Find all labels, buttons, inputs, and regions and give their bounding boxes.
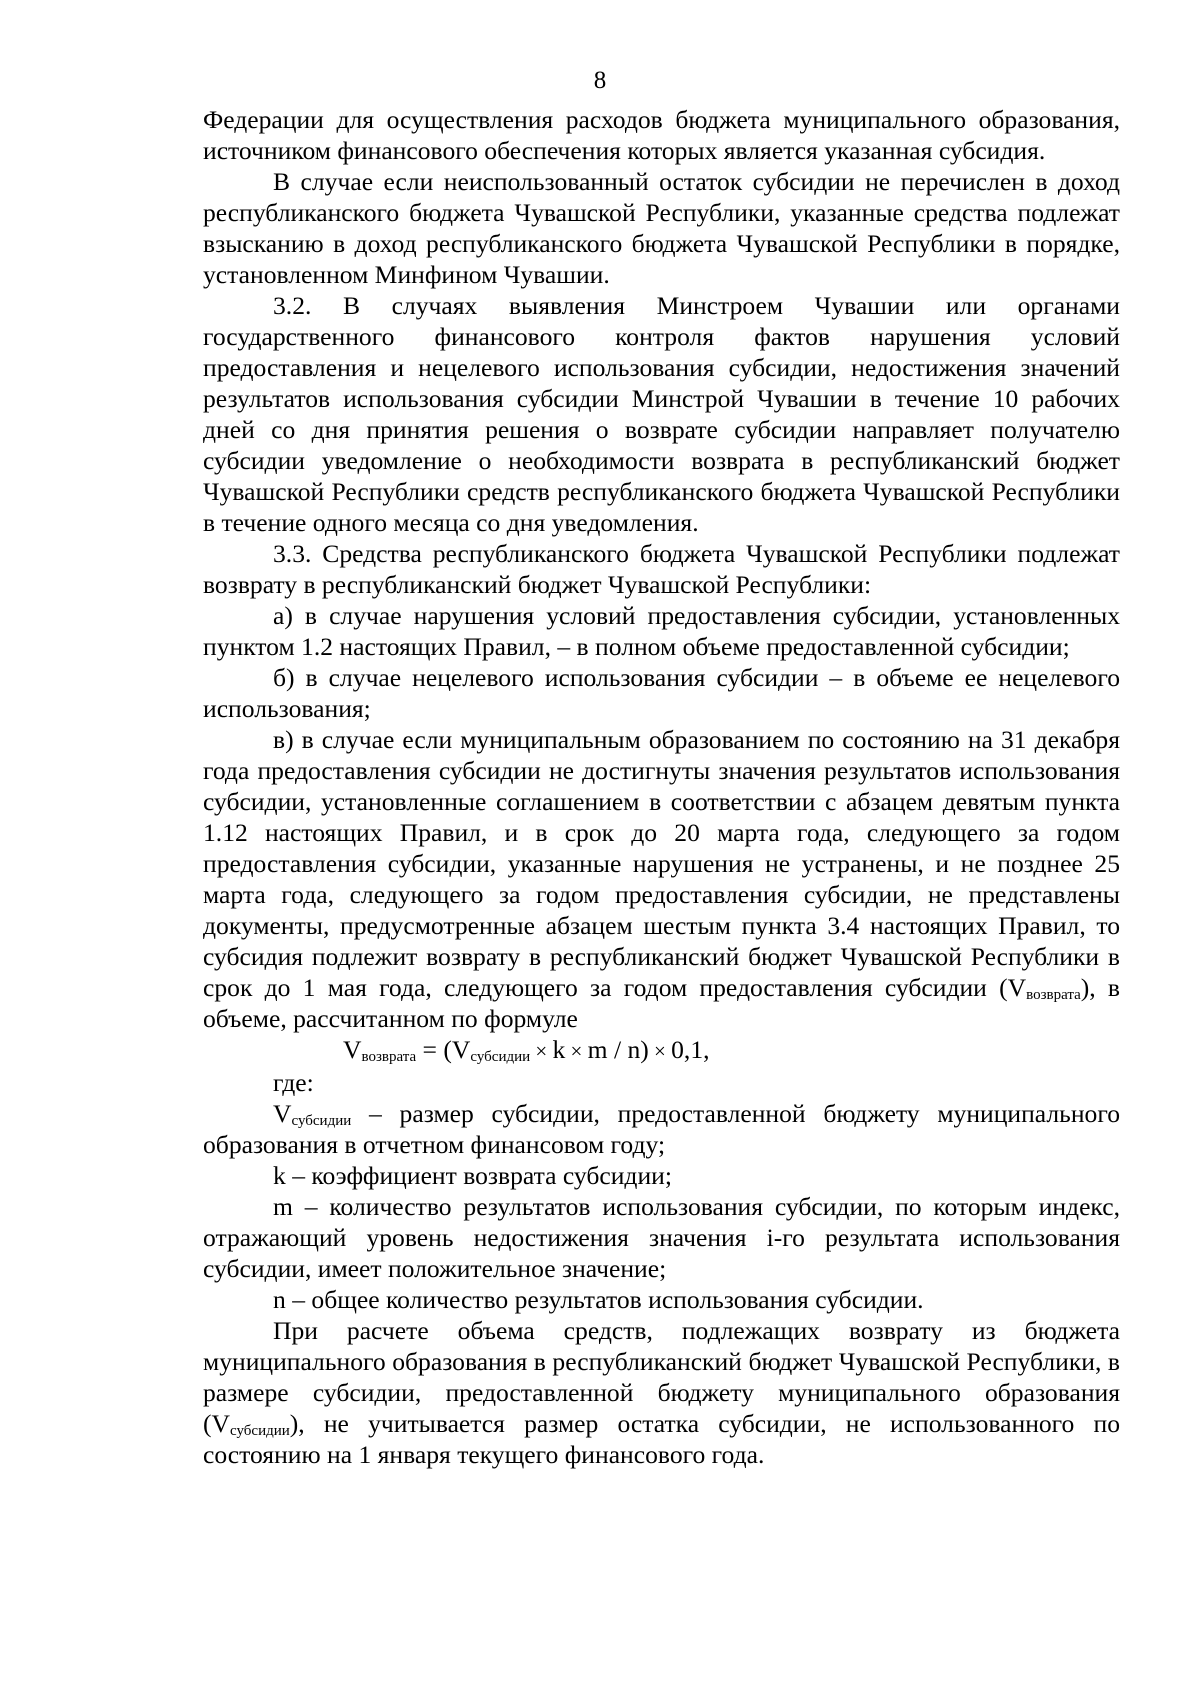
paragraph-3-2: 3.2. В случаях выявления Минстроем Чувашии или органами государственного финансового контроля фактов нарушения условий предоставления и нецелевого использования субсидии, недостижения значений результатов использования субсидии Минстрой Чувашии в течение 10 рабочих дней со дня принятия решения о возврате субсидии направляет получателю субсидии уведомление о необходимости возврата в республиканский бюджет Чувашской Республики средств республиканского бюджета Чувашской Республики в течение одного месяца со дня уведомления. [203, 291, 1120, 537]
return-formula [203, 1034, 1120, 1067]
formula-times-3: × [648, 1039, 672, 1063]
paragraph-where: где: [273, 1068, 314, 1097]
formula-k: k [552, 1035, 566, 1064]
formula-sub-return: возврата [361, 1049, 417, 1065]
formula-times-1: × [530, 1039, 553, 1063]
paragraph-v-subsidy-def [203, 1098, 1120, 1160]
formula-sub-subsidy: субсидии [470, 1049, 531, 1065]
paragraph-k-def: k – коэффициент возврата субсидии; [273, 1161, 672, 1190]
def-v: V [273, 1099, 292, 1128]
item-v-subscript: возврата [1026, 987, 1081, 1003]
page-number: 8 [593, 67, 607, 94]
formula-factor: 0,1, [671, 1035, 710, 1064]
paragraph-unused-balance: В случае если неиспользованный остаток субсидии не перечислен в доход республиканского бюджета Чувашской Республики, указанные средства подлежат взысканию в доход республиканского бюджета Чувашской Республики в порядке, установленном Минфином Чувашии. [203, 167, 1120, 289]
note-tail: ), не учитывается размер остатка субсидии, не использованного по состоянию на 1 января текущего финансового года. [203, 1409, 1120, 1469]
def-v-tail: – размер субсидии, предоставленной бюджету муниципального образования в отчетном финансовом году; [203, 1099, 1120, 1159]
paragraph-3-3: 3.3. Средства республиканского бюджета Чувашской Республики подлежат возврату в республиканский бюджет Чувашской Республики: [203, 539, 1120, 599]
paragraph-n-def: n – общее количество результатов использования субсидии. [273, 1285, 924, 1314]
formula-times-2: × [565, 1039, 588, 1063]
item-v-tail: ), в объеме, рассчитанном по формуле [203, 973, 1121, 1033]
paragraph-item-b: б) в случае нецелевого использования субсидии – в объеме ее нецелевого использования; [203, 663, 1120, 723]
paragraph-item-v [203, 724, 1120, 1034]
paragraph-m-def: m – количество результатов использования субсидии, по которым индекс, отражающий уровень недостижения значения i-го результата использования субсидии, имеет положительное значение; [203, 1192, 1120, 1283]
note-text: При расчете объема средств, подлежащих возврату из бюджета муниципального образования в республиканский бюджет Чувашской Республики, в размере субсидии, предоставленной бюджету муниципального образования (V [203, 1316, 1120, 1438]
note-subscript: субсидии [230, 1423, 290, 1439]
item-v-text: в) в случае если муниципальным образованием по состоянию на 31 декабря года предоставления субсидии не достигнуты значения результатов использования субсидии, установленные соглашением в соответствии с абзацем девятым пункта 1.12 настоящих Правил, и в срок до 20 марта года, следующего за годом предоставления субсидии, указанные нарушения не устранены, и не позднее 25 марта года, следующего за годом предоставления субсидии, не представлены документы, предусмотренные абзацем шестым пункта 3.4 настоящих Правил, то субсидия подлежит возврату в республиканский бюджет Чувашской Республики в срок до 1 мая года, следующего за годом предоставления субсидии (V [203, 725, 1120, 1002]
formula-v: V [343, 1035, 362, 1064]
formula-eq-open: = (V [416, 1035, 471, 1064]
formula-m-over-n: m / n) [587, 1035, 649, 1064]
document-body [203, 104, 1120, 1470]
paragraph-calculation-note [203, 1315, 1120, 1470]
paragraph-item-a: а) в случае нарушения условий предоставления субсидии, установленных пунктом 1.2 настоящих Правил, – в полном объеме предоставленной субсидии; [203, 601, 1120, 661]
paragraph-continuation: Федерации для осуществления расходов бюджета муниципального образования, источником финансового обеспечения которых является указанная субсидия. [203, 105, 1120, 165]
def-v-subscript: субсидии [291, 1113, 352, 1129]
